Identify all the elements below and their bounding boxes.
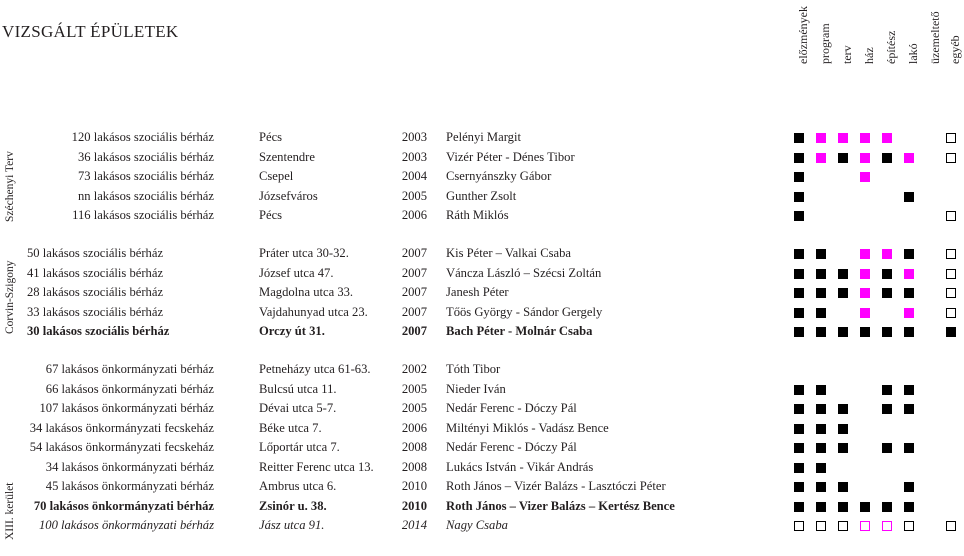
cell-name: nn lakásos szociális bérház bbox=[77, 188, 214, 203]
marker-square bbox=[882, 133, 892, 143]
table-row bbox=[0, 479, 960, 497]
marker-square bbox=[838, 288, 848, 298]
marker-square bbox=[838, 424, 848, 434]
marker-square bbox=[904, 308, 914, 318]
marker-square bbox=[794, 288, 804, 298]
marker-square bbox=[794, 153, 804, 163]
column-header-label: ház bbox=[862, 47, 876, 64]
marker-square bbox=[794, 443, 804, 453]
cell-year: 2007 bbox=[401, 265, 427, 280]
cell-architect: Kis Péter – Valkai Csaba bbox=[446, 246, 571, 260]
marker-square bbox=[904, 502, 914, 512]
marker-square bbox=[882, 269, 892, 279]
cell-year: 2014 bbox=[401, 518, 427, 532]
marker-square bbox=[816, 327, 826, 337]
column-header bbox=[862, 0, 878, 65]
marker-square bbox=[904, 443, 914, 453]
marker-square bbox=[904, 404, 914, 414]
cell-architect: Nedár Ferenc - Dóczy Pál bbox=[446, 401, 577, 415]
cell-architect: Bach Péter - Molnár Csaba bbox=[446, 324, 593, 338]
marker-square bbox=[860, 308, 870, 318]
column-header-label: egyéb bbox=[948, 35, 962, 64]
marker-square bbox=[838, 443, 848, 453]
cell-place: Pécs bbox=[259, 208, 283, 222]
marker-square bbox=[794, 192, 804, 202]
marker-square bbox=[816, 308, 826, 318]
marker-square bbox=[860, 502, 870, 512]
group-label-text: Széchenyi Terv bbox=[4, 151, 16, 222]
marker-square bbox=[904, 249, 914, 259]
cell-name: 66 lakásos önkormányzati bérház bbox=[45, 381, 214, 396]
marker-square bbox=[904, 327, 914, 337]
marker-square bbox=[904, 192, 914, 202]
page-title: VIZSGÁLT ÉPÜLETEK bbox=[2, 22, 179, 41]
cell-architect: Roth János – Vizér Balázs - Lasztóczi Péter bbox=[446, 479, 666, 493]
cell-name: 67 lakásos önkormányzati bérház bbox=[45, 362, 214, 376]
cell-name: 30 lakásos szociális bérház bbox=[27, 324, 170, 338]
cell-year: 2010 bbox=[401, 498, 427, 513]
column-header bbox=[948, 0, 964, 65]
cell-architect: Tóth Tibor bbox=[446, 362, 501, 376]
cell-place: Dévai utca 5-7. bbox=[259, 401, 337, 415]
table-row bbox=[0, 189, 960, 207]
cell-place: Magdolna utca 33. bbox=[259, 285, 354, 299]
marker-square bbox=[816, 521, 826, 531]
marker-square bbox=[882, 327, 892, 337]
cell-architect: Nieder Iván bbox=[446, 381, 506, 396]
table-row bbox=[0, 440, 960, 458]
marker-square bbox=[794, 463, 804, 473]
marker-square bbox=[882, 404, 892, 414]
marker-square bbox=[794, 133, 804, 143]
table-row bbox=[0, 305, 960, 323]
marker-square bbox=[794, 482, 804, 492]
marker-square bbox=[838, 133, 848, 143]
cell-place: Pécs bbox=[259, 130, 283, 144]
marker-square bbox=[882, 249, 892, 259]
marker-square bbox=[794, 172, 804, 182]
cell-architect: Janesh Péter bbox=[446, 285, 509, 299]
column-header bbox=[884, 0, 900, 65]
column-header bbox=[818, 0, 834, 65]
marker-square bbox=[904, 288, 914, 298]
marker-square bbox=[860, 249, 870, 259]
table-row bbox=[0, 499, 960, 517]
cell-name: 36 lakásos szociális bérház bbox=[77, 149, 214, 164]
column-header-label: terv bbox=[840, 45, 854, 64]
cell-architect: Nedár Ferenc - Dóczy Pál bbox=[446, 440, 577, 454]
cell-place: Bulcsú utca 11. bbox=[259, 381, 337, 396]
marker-square bbox=[904, 269, 914, 279]
marker-square bbox=[882, 502, 892, 512]
cell-year: 2006 bbox=[401, 420, 427, 435]
cell-year: 2004 bbox=[401, 169, 427, 183]
marker-square bbox=[816, 133, 826, 143]
cell-year: 2007 bbox=[401, 285, 427, 299]
cell-architect: Csernyánszky Gábor bbox=[446, 169, 552, 183]
cell-year: 2002 bbox=[401, 362, 427, 376]
marker-square bbox=[816, 443, 826, 453]
cell-place: Práter utca 30-32. bbox=[259, 246, 349, 260]
marker-square bbox=[794, 211, 804, 221]
column-header-label: lakó bbox=[906, 43, 920, 64]
cell-place: Petneházy utca 61-63. bbox=[259, 362, 371, 376]
marker-square bbox=[860, 288, 870, 298]
table-row bbox=[0, 324, 960, 342]
cell-place: Orczy út 31. bbox=[259, 324, 325, 338]
marker-square bbox=[794, 249, 804, 259]
cell-year: 2007 bbox=[401, 324, 427, 338]
marker-square bbox=[946, 133, 956, 143]
marker-square bbox=[838, 153, 848, 163]
cell-architect: Váncza László – Szécsi Zoltán bbox=[446, 265, 602, 280]
cell-place: Ambrus utca 6. bbox=[259, 479, 337, 493]
marker-square bbox=[946, 288, 956, 298]
cell-name: 45 lakásos önkormányzati bérház bbox=[45, 479, 214, 493]
marker-square bbox=[794, 308, 804, 318]
table-row bbox=[0, 285, 960, 303]
marker-square bbox=[794, 385, 804, 395]
table-row bbox=[0, 130, 960, 148]
cell-place: Csepel bbox=[259, 169, 294, 183]
marker-square bbox=[816, 463, 826, 473]
cell-architect: Tőös György - Sándor Gergely bbox=[446, 304, 603, 319]
marker-square bbox=[904, 153, 914, 163]
cell-year: 2007 bbox=[401, 304, 427, 319]
cell-place: Reitter Ferenc utca 13. bbox=[259, 459, 374, 474]
column-header-label: program bbox=[818, 23, 832, 64]
marker-square bbox=[946, 308, 956, 318]
group-label-text: XIII. kerület bbox=[4, 482, 16, 540]
marker-square bbox=[946, 327, 956, 337]
table-row bbox=[0, 266, 960, 284]
marker-square bbox=[838, 404, 848, 414]
cell-name: 41 lakásos szociális bérház bbox=[27, 265, 164, 280]
column-header-label: üzemeltető bbox=[928, 11, 942, 64]
cell-name: 70 lakásos önkormányzati bérház bbox=[33, 498, 214, 513]
marker-square bbox=[882, 443, 892, 453]
cell-year: 2007 bbox=[401, 246, 427, 260]
cell-place: Jász utca 91. bbox=[259, 518, 325, 532]
cell-architect: Miltényi Miklós - Vadász Bence bbox=[446, 420, 609, 435]
marker-square bbox=[860, 172, 870, 182]
table-row bbox=[0, 382, 960, 400]
cell-year: 2005 bbox=[401, 401, 427, 415]
cell-architect: Gunther Zsolt bbox=[446, 188, 517, 203]
cell-architect: Roth János – Vizer Balázs – Kertész Bence bbox=[446, 498, 675, 513]
cell-architect: Ráth Miklós bbox=[446, 208, 509, 222]
marker-square bbox=[860, 327, 870, 337]
table-row bbox=[0, 246, 960, 264]
marker-square bbox=[816, 249, 826, 259]
marker-square bbox=[794, 327, 804, 337]
marker-square bbox=[882, 521, 892, 531]
cell-year: 2008 bbox=[401, 459, 427, 474]
cell-place: Józsefváros bbox=[259, 188, 318, 203]
marker-square bbox=[838, 327, 848, 337]
cell-architect: Vizér Péter - Dénes Tibor bbox=[446, 149, 575, 164]
marker-square bbox=[882, 288, 892, 298]
cell-name: 50 lakásos szociális bérház bbox=[27, 246, 164, 260]
marker-square bbox=[904, 385, 914, 395]
marker-square bbox=[816, 288, 826, 298]
marker-square bbox=[904, 521, 914, 531]
column-header bbox=[906, 0, 922, 65]
cell-name: 116 lakásos szociális bérház bbox=[72, 208, 214, 222]
cell-place: Vajdahunyad utca 23. bbox=[259, 304, 368, 319]
cell-name: 34 lakásos önkormányzati fecskeház bbox=[29, 420, 214, 435]
marker-square bbox=[946, 211, 956, 221]
column-header-label: előzmények bbox=[796, 6, 810, 64]
cell-name: 120 lakásos szociális bérház bbox=[71, 130, 214, 144]
cell-place: Szentendre bbox=[259, 149, 315, 164]
table-row bbox=[0, 150, 960, 168]
table-row bbox=[0, 421, 960, 439]
column-header bbox=[796, 0, 812, 65]
marker-square bbox=[794, 404, 804, 414]
cell-year: 2005 bbox=[401, 188, 427, 203]
marker-square bbox=[838, 482, 848, 492]
table-row bbox=[0, 208, 960, 226]
table-row bbox=[0, 518, 960, 536]
marker-square bbox=[838, 521, 848, 531]
marker-square bbox=[946, 521, 956, 531]
marker-square bbox=[838, 269, 848, 279]
group-label bbox=[4, 482, 20, 556]
marker-square bbox=[794, 269, 804, 279]
marker-square bbox=[816, 269, 826, 279]
marker-square bbox=[860, 133, 870, 143]
marker-square bbox=[794, 502, 804, 512]
cell-year: 2006 bbox=[401, 208, 427, 222]
cell-year: 2008 bbox=[401, 440, 427, 454]
marker-square bbox=[946, 269, 956, 279]
table-row bbox=[0, 460, 960, 478]
cell-architect: Nagy Csaba bbox=[446, 518, 508, 532]
marker-square bbox=[946, 153, 956, 163]
marker-square bbox=[860, 269, 870, 279]
cell-name: 54 lakásos önkormányzati fecskeház bbox=[29, 440, 214, 454]
cell-place: Zsinór u. 38. bbox=[259, 498, 327, 513]
cell-name: 107 lakásos önkormányzati bérház bbox=[39, 401, 214, 415]
marker-square bbox=[860, 521, 870, 531]
marker-square bbox=[794, 424, 804, 434]
column-header bbox=[928, 0, 944, 65]
cell-name: 100 lakásos önkormányzati bérház bbox=[38, 518, 214, 532]
marker-square bbox=[816, 482, 826, 492]
cell-architect: Pelényi Margit bbox=[446, 130, 521, 144]
table-row bbox=[0, 169, 960, 187]
marker-square bbox=[816, 502, 826, 512]
marker-square bbox=[838, 502, 848, 512]
table-row bbox=[0, 401, 960, 419]
marker-square bbox=[816, 153, 826, 163]
cell-architect: Lukács István - Vikár András bbox=[446, 459, 594, 474]
group-label-text: Corvin-Szigony bbox=[4, 260, 16, 334]
marker-square bbox=[882, 385, 892, 395]
marker-square bbox=[816, 404, 826, 414]
table-row bbox=[0, 362, 960, 380]
cell-year: 2003 bbox=[401, 130, 427, 144]
cell-name: 28 lakásos szociális bérház bbox=[27, 285, 164, 299]
marker-square bbox=[816, 424, 826, 434]
cell-place: József utca 47. bbox=[259, 265, 334, 280]
column-header bbox=[840, 0, 856, 65]
cell-name: 34 lakásos önkormányzati bérház bbox=[45, 459, 214, 474]
cell-year: 2003 bbox=[401, 149, 427, 164]
marker-square bbox=[904, 482, 914, 492]
cell-name: 33 lakásos szociális bérház bbox=[27, 304, 164, 319]
column-header-label: építész bbox=[884, 30, 898, 64]
cell-name: 73 lakásos szociális bérház bbox=[77, 169, 214, 183]
marker-square bbox=[946, 249, 956, 259]
cell-place: Lőportár utca 7. bbox=[259, 440, 340, 454]
marker-square bbox=[860, 153, 870, 163]
cell-place: Béke utca 7. bbox=[259, 420, 322, 435]
cell-year: 2005 bbox=[401, 381, 427, 396]
marker-square bbox=[816, 385, 826, 395]
marker-square bbox=[882, 153, 892, 163]
marker-square bbox=[794, 521, 804, 531]
cell-year: 2010 bbox=[401, 479, 427, 493]
